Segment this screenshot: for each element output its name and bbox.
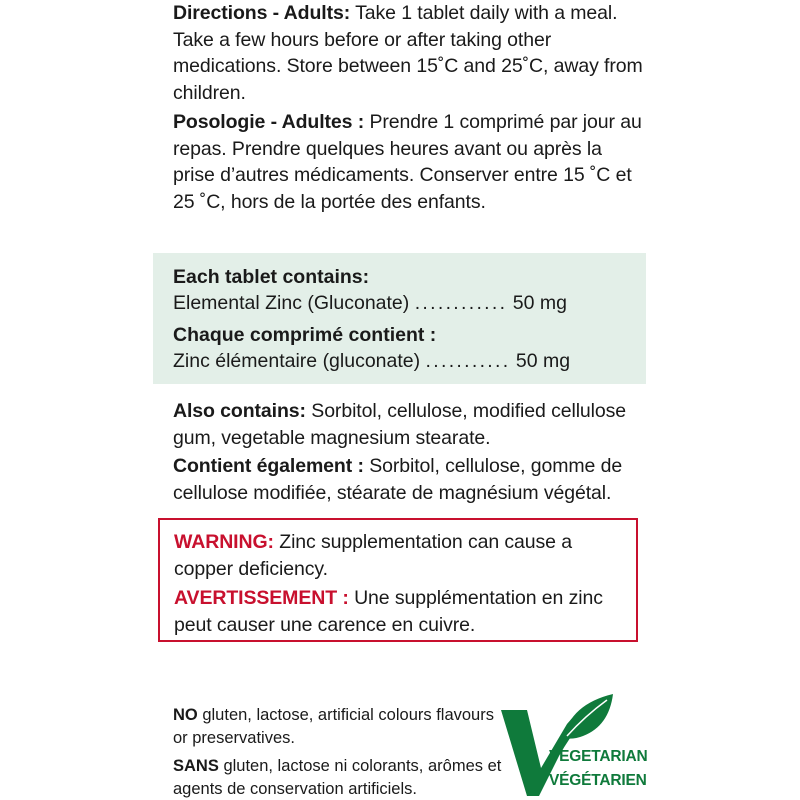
tablet-contents-panel [153,253,646,384]
leader-dots-fr: ........... [425,350,511,372]
free-from-heading-en: NO [173,706,198,724]
ingredient-amount-en: 50 mg [512,292,567,314]
posologie-paragraph [173,109,643,215]
directions-paragraph [173,0,643,106]
free-from-text-en: gluten, lactose, artificial colours flavours or preservatives. [173,706,494,747]
tablet-ingredient-en [173,290,633,316]
free-from-block [173,704,503,800]
free-from-en [173,704,503,749]
contient-text: Sorbitol, cellulose, gomme de cellulose modifiée, stéarate de magnésium végétal. [173,455,623,504]
free-from-text-fr: gluten, lactose ni colorants, arômes et agents de conservation artificiels. [173,757,502,798]
leader-dots-en: ............ [414,292,508,314]
free-from-fr [173,755,503,800]
warning-text-en: Zinc supplementation can cause a copper deficiency. [174,531,572,580]
ingredient-name-en: Elemental Zinc (Gluconate) [173,292,410,314]
posologie-text: Prendre 1 comprimé par jour au repas. Prendre quelques heures avant ou après la prise d’autres médicaments. Conserver entre 15 ˚C et 25 ˚C, hors de la portée des enfants. [173,111,642,213]
also-contains-paragraph [173,398,643,451]
directions-heading: Directions - Adults: [173,2,351,24]
ingredient-name-fr: Zinc élémentaire (gluconate) [173,350,421,372]
posologie-heading: Posologie - Adultes : [173,111,365,133]
warning-paragraph-fr [174,585,624,638]
vegetarian-label-fr: VÉGÉTARIEN [549,772,647,789]
ingredient-amount-fr: 50 mg [515,350,571,372]
warning-heading-en: WARNING: [174,531,274,553]
also-contains-heading: Also contains: [173,400,306,422]
tablet-ingredient-fr [173,348,633,374]
warning-box [158,518,638,642]
warning-text-fr: Une supplémentation en zinc peut causer une carence en cuivre. [174,587,603,636]
contient-heading: Contient également : [173,455,364,477]
contient-paragraph [173,453,643,506]
warning-paragraph-en [174,529,624,582]
tablet-contents-heading-en: Each tablet contains: [173,266,370,288]
free-from-heading-fr: SANS [173,757,219,775]
vegetarian-label-en: VEGETARIAN [549,748,648,765]
tablet-contents-heading-fr: Chaque comprimé contient : [173,324,437,346]
warning-heading-fr: AVERTISSEMENT : [174,587,349,609]
also-contains-text: Sorbitol, cellulose, modified cellulose gum, vegetable magnesium stearate. [173,400,627,449]
directions-text: Take 1 tablet daily with a meal. Take a few hours before or after taking other medications. Store between 15˚C and 25˚C, away from children. [173,2,643,104]
